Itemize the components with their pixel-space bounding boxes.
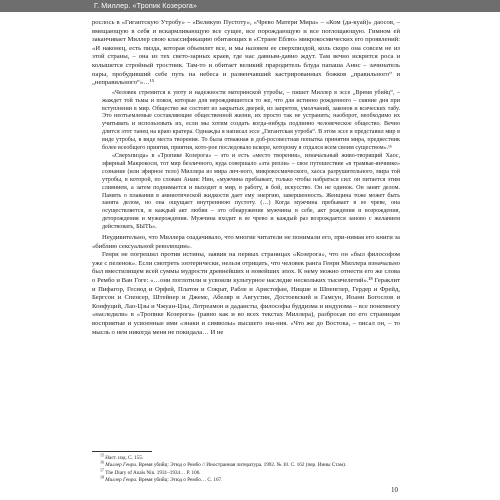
- footnote-text: The Diary of Anaïs Nin. 1931–1934… P. 106.: [105, 469, 201, 476]
- paragraph: Неудивительно, что Миллера озадачивало, что многие читатели не понимали его, при-нимая его книги за «библию сексуальной революции».: [92, 234, 400, 250]
- quote-paragraph: «Сверхпизда» в «Тропике Козерога» – это и есть «место творения», изначальный живо-творящий Хаос, эфирный Макрокосм, тот мир безличного, куда совершало «эта репли» – свое путешествие «в трамвае-янчнике» сознание (или эфирное тело) Миллера из мира лич-ного, микрокосмического, хаоса разрушительного, мира той утробы, в которой, по словам Анаис Нин, «мужчина пребывает, только чтобы набраться сил: он питается этим слиянием, а затем поднимается и выходит в мир, в работу, в бой, искусство. Он не одинок. Он занят делом. Память о плавании в амниотической жидкости дает ему энергию, завершенность. Женщина тоже может быть занята делом, но она ощущает внутреннюю пустоту. (…) Когда мужчина пребывает в ее чреве, она осуществляется, и каждый акт любви – это обнаружение мужчины в себе, акт рождения и возрождения, деторождения и мужерождения. Мужчина входит в ее чрево и каждый раз возрождается заново с желанием действовать, БЫТЬ».: [102, 153, 400, 231]
- footnote-text: Время убийц: Этюд о Рембо… С. 167.: [137, 476, 223, 483]
- quote-paragraph: «Человек стремится к уюту и надежности материнской утробы, – пишет Миллер в эссе „Время убийц“, – жаждет той тьмы и покоя, которые для нерождившегося то же, что для истинно рожденного – сияние дня при вступлении в мир. Общество же состоит из закрытых дверей, из запретов, умолчаний, законов и всяческих табу. Это неотъемлемые составляющие общественной жизни, их просто так не устранить; наоборот, необходимо их учитывать и использовать их, если мы хотим создать когда-нибудь подлинно человеческое общество. Вечно длится этот танец на краю кратера. Однажды я написал эссе „Гигантская утроба“. В этом эссе я представил мир в виде утробы, в виде места творения. То была отважная и доб-росовестная попытка принятия мира, предвестник более всеобщего приятия, приятия, кото-рое последовало вскоре, которому я отдался всем своим существом».¹⁶: [102, 89, 400, 152]
- footnote-text: Время убийц: Этюд о Рембо // Иностранная литература. 1992. № 10. С. 162 (пер. Инны Стам).: [137, 462, 347, 469]
- footnote-text: Наст. изд. С. 155.: [105, 455, 144, 461]
- closing-paragraphs: [92, 234, 400, 337]
- footnote-number: 16: [100, 459, 104, 465]
- footnote-author: Миллер Генри.: [105, 462, 138, 469]
- footnote-number: 17: [100, 466, 104, 472]
- paragraph: Генри не погрешил против истины, заявив на первых страницах «Козерога», что он «был философом уже с пеленок». Если смотреть эзотерически, нельзя отрицать, что человек ранга Генри Миллера изначально был вместилищем всей суммы мудрости древнейших и новейших эпох. К нему можно отнести его же слова о Рембо и Ван Гоге: «…они поглотили и усвоили культурное наследие нескольких тысячелетий».¹⁸ Гераклит и Пифагор, Гесиод и Орфей, Платон и Сократ, Рабле и Аристофан, Ницше и Шпенглер, Гердер и Фрейд, Бергсон и Спенсер, Штейнер и Джемс, Абеляр и Августин, Достоевский и Гамсун, Иоанн Богослов и Конфуций, Лао-Цзы и Чжуан-Цзы, Лотреамон и дадаисты, философы буддизма и индуизма – все понемногу «наследили» в «Тропике Козерога» (равно как и во всех текстах Миллера), разбросав по его страницам восприятые и усвоенные ими «знаки и символы» высшего зна-ния. «Что же до Востока, – писал он, – то мысль о нем никогда меня не покидала… И не: [92, 251, 400, 336]
- footnote: [100, 459, 400, 469]
- footnote: [100, 474, 400, 484]
- page-number: 10: [391, 486, 398, 494]
- footnote-number: 18: [100, 474, 104, 480]
- running-title: Г. Миллер. «Тропик Козерога»: [94, 1, 197, 10]
- block-quote: [92, 90, 400, 232]
- running-header-bar: [0, 0, 500, 12]
- page-body: [92, 19, 400, 337]
- footnotes: [92, 452, 400, 484]
- opening-paragraphs: [92, 19, 400, 88]
- footnote-number: 15: [100, 452, 104, 458]
- paragraph: рослось в «Гигантскую Утробу» – «Великую Пустоту», «Чрево Матери Мира» – «Ком (да-куай)» даосов, – вмещающую в себя и вскармливающую все сущее, все порождающую и все поглощающую. Гимном ей заканчивает Миллер свою классификацию обитающих в «Стране Еблю» микрокосмических его проявлений: «И наконец, есть пизда, которая объемлет все, и мы назовем ее сверхпиздой, коль скоро она совсем не из этой страны, – она из тех свето-зарных краев, где нас давным-давно ждут. Там вечно искрится роса и колышется стройный тростник. Там-то и обитает великий прародитель блуда папаша Аннс – зачинатель пары, пробудивший себе путь на небеса и развенчавший кастрированных божков „правильного“ и „неправильного“»…¹⁵: [92, 19, 400, 87]
- footnote-author: Миллер Генри.: [105, 476, 138, 483]
